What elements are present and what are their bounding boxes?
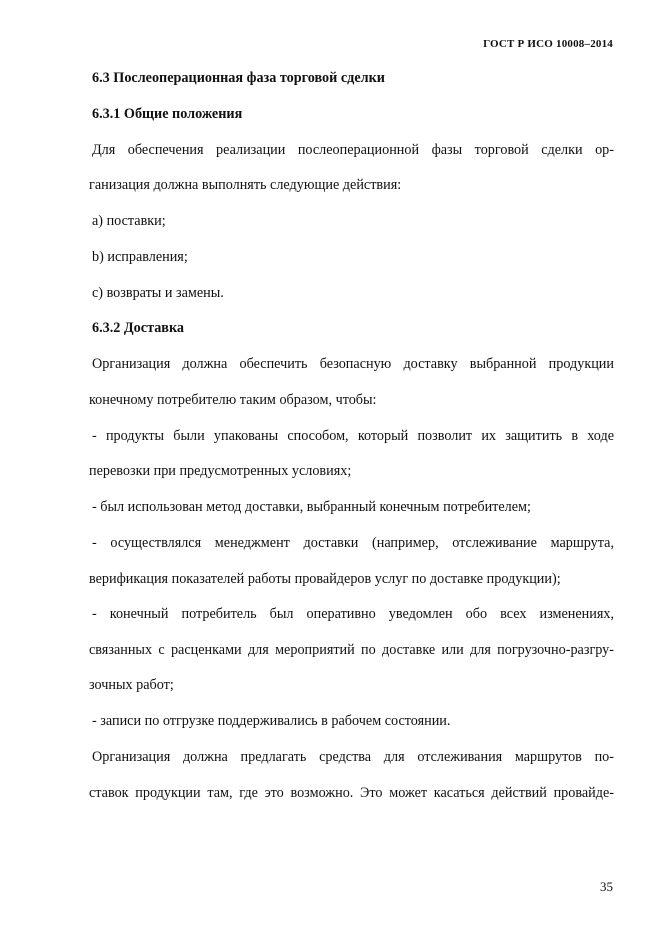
- text-line: Организация должна предлагать средства для отслеживания маршрутов по-: [92, 749, 614, 765]
- text-line: ганизация должна выполнять следующие действия:: [89, 177, 402, 193]
- section-heading: 6.3.1 Общие положения: [92, 106, 243, 122]
- text-line: зочных работ;: [89, 677, 174, 693]
- text-line: - записи по отгрузке поддерживались в рабочем состоянии.: [92, 713, 451, 729]
- text-line: связанных с расценками для мероприятий по доставке или для погрузочно-разгру-: [89, 642, 614, 658]
- text-line: а) поставки;: [92, 213, 166, 229]
- text-line: перевозки при предусмотренных условиях;: [89, 463, 352, 479]
- document-header: ГОСТ Р ИСО 10008–2014: [483, 38, 613, 50]
- text-line: конечному потребителю таким образом, чтобы:: [89, 392, 377, 408]
- text-line: Организация должна обеспечить безопасную доставку выбранной продукции: [92, 356, 614, 372]
- text-line: с) возвраты и замены.: [92, 285, 224, 301]
- text-line: ставок продукции там, где это возможно. Это может касаться действий провайде-: [89, 785, 614, 801]
- section-heading: 6.3 Послеоперационная фаза торговой сделки: [92, 70, 385, 86]
- section-heading: 6.3.2 Доставка: [92, 320, 185, 336]
- text-line: - был использован метод доставки, выбранный конечным потребителем;: [92, 499, 531, 515]
- text-line: - конечный потребитель был оперативно уведомлен обо всех изменениях,: [92, 606, 614, 622]
- page-number: 35: [600, 879, 613, 894]
- text-line: Для обеспечения реализации послеоперационной фазы торговой сделки ор-: [92, 142, 614, 158]
- text-line: верификация показателей работы провайдеров услуг по доставке продукции);: [89, 571, 561, 587]
- text-line: - продукты были упакованы способом, который позволит их защитить в ходе: [92, 428, 614, 444]
- text-line: - осуществлялся менеджмент доставки (например, отслеживание маршрута,: [92, 535, 614, 551]
- text-line: b) исправления;: [92, 249, 188, 265]
